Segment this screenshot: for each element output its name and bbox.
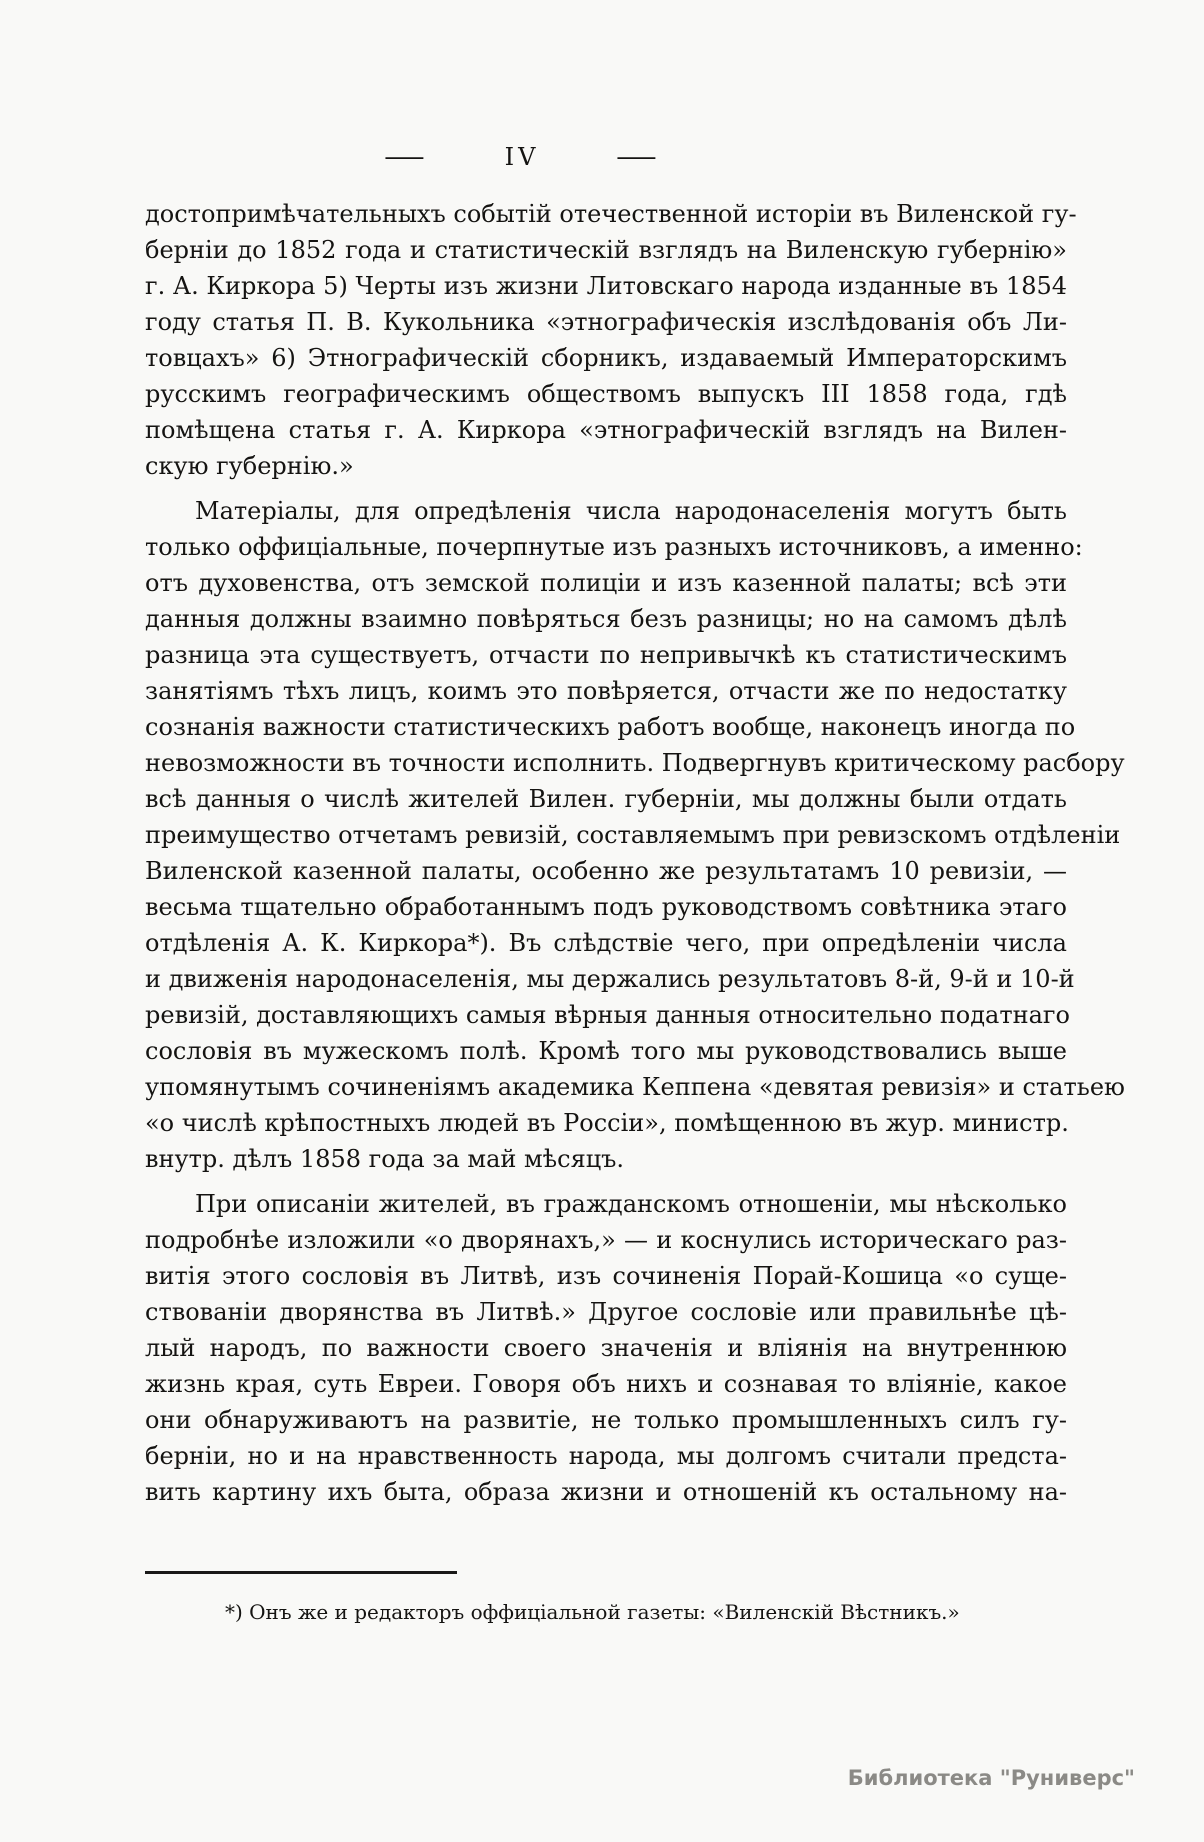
text-line: упомянутымъ сочиненіямъ академика Кеппена «девятая ревизія» и статьею	[145, 1073, 1125, 1101]
text-line: разница эта существуетъ, отчасти по непривычкѣ къ статистическимъ	[145, 641, 1067, 669]
text-line: При описаніи жителей, въ гражданскомъ отношеніи, мы нѣсколько	[195, 1190, 1067, 1218]
text-line: помѣщена статья г. А. Киркора «этнографическій взглядъ на Вилен-	[145, 416, 1067, 444]
text-line: Матеріалы, для опредѣленія числа народонаселенія могутъ быть	[195, 497, 1067, 525]
page-header	[383, 142, 661, 172]
text-line: жизнь края, суть Евреи. Говоря объ нихъ и сознавая то вліяніе, какое	[145, 1370, 1067, 1398]
text-line: данныя должны взаимно повѣряться безъ разницы; но на самомъ дѣлѣ	[145, 605, 1067, 633]
footnote-separator-rule	[145, 1571, 457, 1574]
text-line: вить картину ихъ быта, образа жизни и отношеній къ остальному на-	[145, 1478, 1067, 1506]
text-line: сословія въ мужескомъ полѣ. Кромѣ того мы руководствовались выше	[145, 1037, 1067, 1065]
text-line: внутр. дѣлъ 1858 года за май мѣсяцъ.	[145, 1145, 625, 1173]
text-line: сознанія важности статистическихъ работъ вообще, наконецъ иногда по	[145, 713, 1076, 741]
text-line: ревизій, доставляющихъ самыя вѣрныя данныя относительно податнаго	[145, 1001, 1070, 1029]
page-number: IV	[504, 143, 540, 171]
text-line: занятіямъ тѣхъ лицъ, коимъ это повѣряется, отчасти же по недостатку	[145, 677, 1067, 705]
text-line: и движенія народонаселенія, мы держались результатовъ 8-й, 9-й и 10-й	[145, 965, 1075, 993]
header-right-dash: —	[615, 142, 661, 172]
text-line: Виленской казенной палаты, особенно же результатамъ 10 ревизіи, —	[145, 857, 1067, 885]
text-line: весьма тщательно обработаннымъ подъ руководствомъ совѣтника этаго	[145, 893, 1067, 921]
header-left-dash: —	[383, 142, 429, 172]
text-line: скую губернію.»	[145, 452, 354, 480]
text-line: отъ духовенства, отъ земской полиціи и изъ казенной палаты; всѣ эти	[145, 569, 1067, 597]
text-line: «о числѣ крѣпостныхъ людей въ Россіи», помѣщенною въ жур. министр.	[145, 1109, 1069, 1137]
text-body	[145, 196, 1125, 1519]
paragraph	[145, 1186, 1067, 1510]
text-line: преимущество отчетамъ ревизій, составляемымъ при ревизскомъ отдѣленіи	[145, 821, 1121, 849]
text-line: всѣ данныя о числѣ жителей Вилен. губерніи, мы должны были отдать	[145, 785, 1067, 813]
text-line: берніи до 1852 года и статистическій взглядъ на Виленскую губернію»	[145, 236, 1067, 264]
paragraph	[145, 493, 1125, 1177]
text-line: лый народъ, по важности своего значенія и вліянія на внутреннюю	[145, 1334, 1067, 1362]
text-line: они обнаруживаютъ на развитіе, не только промышленныхъ силъ гу-	[145, 1406, 1067, 1434]
text-line: витія этого сословія въ Литвѣ, изъ сочиненія Порай-Кошица «о суще-	[145, 1262, 1067, 1290]
text-line: невозможности въ точности исполнить. Подвергнувъ критическому расбору	[145, 749, 1125, 777]
text-line: достопримѣчательныхъ событій отечественной исторіи въ Виленской гу-	[145, 200, 1077, 228]
text-line: г. А. Киркора 5) Черты изъ жизни Литовскаго народа изданные въ 1854	[145, 272, 1067, 300]
library-watermark: Библиотека "Руниверс"	[847, 1766, 1135, 1790]
text-line: году статья П. В. Кукольника «этнографическія изслѣдованія объ Ли-	[145, 308, 1067, 336]
text-line: русскимъ географическимъ обществомъ выпускъ III 1858 года, гдѣ	[145, 380, 1067, 408]
text-line: ствованіи дворянства въ Литвѣ.» Другое сословіе или правильнѣе цѣ-	[145, 1298, 1067, 1326]
text-line: подробнѣе изложили «о дворянахъ,» — и коснулись историческаго раз-	[145, 1226, 1067, 1254]
text-line: только оффиціальные, почерпнутые изъ разныхъ источниковъ, а именно:	[145, 533, 1083, 561]
text-line: берніи, но и на нравственность народа, мы долгомъ считали предста-	[145, 1442, 1067, 1470]
paragraph	[145, 196, 1077, 484]
text-line: отдѣленія А. К. Киркора*). Въ слѣдствіе чего, при опредѣленіи числа	[145, 929, 1067, 957]
text-line: товцахъ» 6) Этнографическій сборникъ, издаваемый Императорскимъ	[145, 344, 1067, 372]
footnote: *) Онъ же и редакторъ оффиціальной газеты: «Виленскій Вѣстникъ.»	[225, 1600, 960, 1624]
